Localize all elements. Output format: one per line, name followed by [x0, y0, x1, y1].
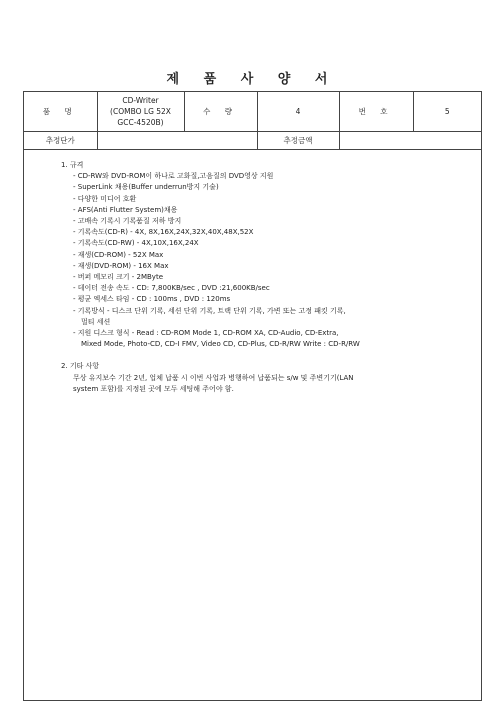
- spec-item: - CD-RW와 DVD-ROM이 하나로 고화질,고음질의 DVD영상 지원: [73, 172, 274, 181]
- amount-label: 추정금액: [257, 131, 339, 149]
- spec-item: - 기록방식 - 디스크 단위 기록, 세션 단위 기록, 트랙 단위 기록, 가변 또는 고정 패킷 기록,: [73, 306, 346, 315]
- unit-price-value: [97, 131, 257, 149]
- other-heading: 2. 기타 사항: [61, 362, 100, 371]
- unit-price-label: 추정단가: [24, 131, 97, 149]
- spec-item-continuation: 멀티 세션: [81, 317, 111, 326]
- number-label: 번 호: [339, 92, 413, 131]
- other-line: system 포함)를 지정된 곳에 모두 세팅해 주어야 함.: [73, 384, 234, 393]
- spec-item: - 버퍼 메모리 크기 - 2MByte: [73, 273, 164, 282]
- document-title: 제 품 사 양 서: [166, 72, 338, 87]
- spec-item: - 재생(CD-ROM) - 52X Max: [73, 250, 164, 259]
- spec-item: - 재생(DVD-ROM) - 16X Max: [73, 261, 169, 270]
- product-name-line: CD-Writer: [122, 95, 159, 105]
- spec-item-continuation: Mixed Mode, Photo-CD, CD-I FMV, Video CD, CD-Plus, CD-R/RW Write : CD-R/RW: [81, 340, 360, 349]
- spec-item: - 평균 엑세스 타임 - CD : 100ms , DVD : 120ms: [73, 295, 231, 304]
- spec-sheet: [23, 91, 482, 701]
- other-line: 무상 유지보수 기간 2년, 업체 납품 시 이번 사업과 병행하여 납품되는 s/w 및 주변기기(LAN: [73, 373, 354, 382]
- spec-content: [61, 160, 461, 395]
- spec-item: - 기록속도(CD-R) - 4X, 8X,16X,24X,32X,40X,48X,52X: [73, 228, 254, 237]
- product-name-line: (COMBO LG 52X: [110, 106, 171, 116]
- quantity-label: 수 량: [184, 92, 257, 131]
- spec-item: - SuperLink 채용(Buffer underrun방지 기술): [73, 183, 219, 192]
- spec-heading: 1. 규격: [61, 161, 84, 169]
- spec-item: - AFS(Anti Flutter System)채용: [73, 205, 178, 214]
- header-table: [24, 92, 481, 150]
- quantity-value: 4: [257, 92, 339, 131]
- spec-item: - 다양한 미디어 호환: [73, 194, 137, 203]
- product-name-value: [97, 92, 184, 131]
- product-name-line: GCC-4520B): [117, 117, 164, 127]
- spec-item: - 고배속 기록시 기록품질 저하 방지: [73, 217, 182, 226]
- number-value: 5: [413, 92, 481, 131]
- spec-item: - 데이터 전송 속도 - CD: 7,800KB/sec , DVD :21,600KB/sec: [73, 284, 270, 293]
- spec-item: - 기록속도(CD-RW) - 4X,10X,16X,24X: [73, 239, 199, 248]
- amount-value: [339, 131, 481, 149]
- spec-item: - 지원 디스크 형식 - Read : CD-ROM Mode 1, CD-ROM XA, CD-Audio, CD-Extra,: [73, 329, 339, 338]
- product-name-label: 품 명: [24, 92, 97, 131]
